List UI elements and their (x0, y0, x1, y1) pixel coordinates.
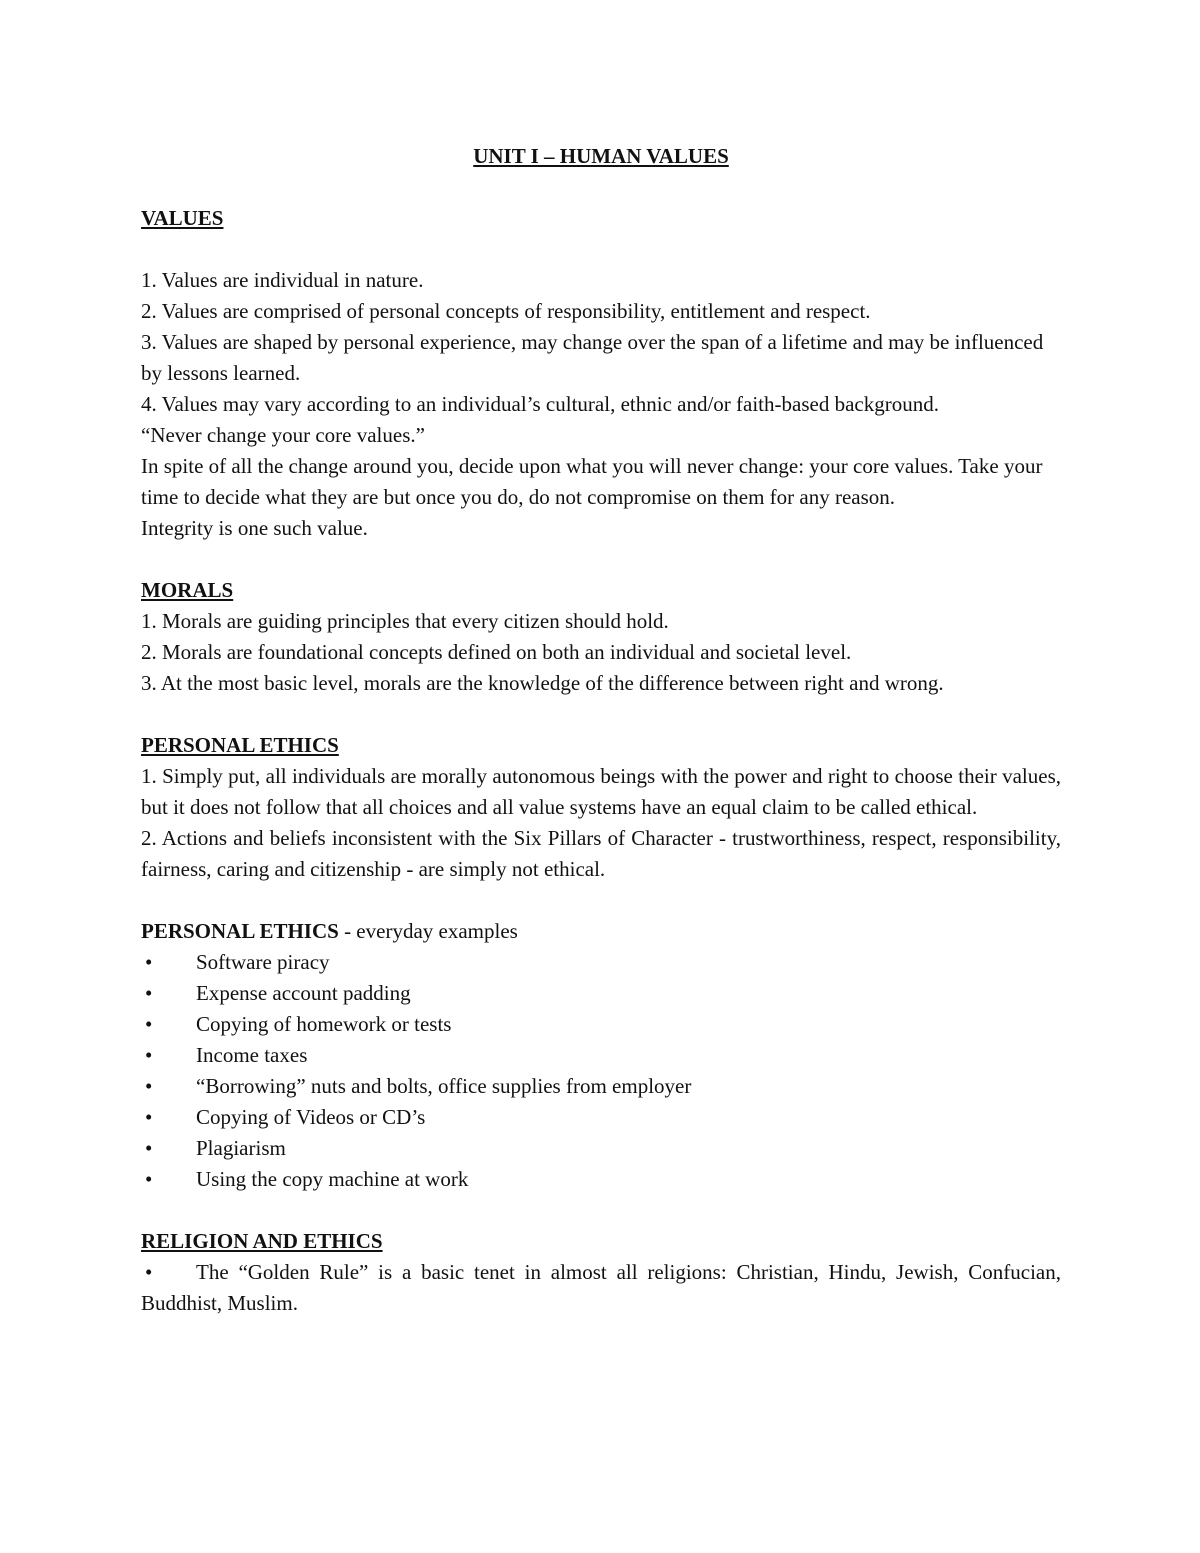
examples-heading-line (141, 916, 1061, 947)
religion-section (141, 1226, 1061, 1319)
morals-item-2: 2. Morals are foundational concepts defined on both an individual and societal level. (141, 640, 852, 664)
values-quote: “Never change your core values.” (141, 423, 425, 447)
morals-item-1: 1. Morals are guiding principles that every citizen should hold. (141, 609, 669, 633)
list-item (141, 978, 1061, 1009)
religion-text: The “Golden Rule” is a basic tenet in almost all religions: Christian, Hindu, Jewish, Confucian, Buddhist, Muslim. (141, 1260, 1061, 1315)
list-item (141, 1102, 1061, 1133)
list-item (141, 1164, 1061, 1195)
bullet-icon: • (145, 1167, 153, 1191)
values-item-4: 4. Values may vary according to an individual’s cultural, ethnic and/or faith-based background. (141, 392, 939, 416)
morals-item-3: 3. At the most basic level, morals are the knowledge of the difference between right and wrong. (141, 671, 944, 695)
personal-ethics-heading: PERSONAL ETHICS (141, 733, 339, 757)
examples-list (141, 947, 1061, 1195)
religion-item (141, 1257, 1061, 1319)
list-item (141, 1040, 1061, 1071)
bullet-icon: • (145, 950, 153, 974)
document-title: UNIT I – HUMAN VALUES (473, 144, 729, 168)
example-text: Using the copy machine at work (196, 1167, 469, 1191)
values-paragraph-2: Integrity is one such value. (141, 516, 368, 540)
list-item (141, 947, 1061, 978)
examples-section (141, 916, 1061, 1195)
bullet-icon: • (145, 981, 153, 1005)
values-item-2: 2. Values are comprised of personal concepts of responsibility, entitlement and respect. (141, 299, 871, 323)
bullet-icon: • (145, 1074, 153, 1098)
values-item-3: 3. Values are shaped by personal experience, may change over the span of a lifetime and may be influenced by lessons learned. (141, 330, 1044, 385)
personal-ethics-item-2: 2. Actions and beliefs inconsistent with the Six Pillars of Character - trustworthiness, respect, responsibility, fairness, caring and citizenship - are simply not ethical. (141, 826, 1061, 881)
values-paragraph-1: In spite of all the change around you, decide upon what you will never change: your core values. Take your time to decide what they are but once you do, do not compromise on them for any reason. (141, 454, 1043, 509)
list-item (141, 1133, 1061, 1164)
bullet-icon: • (145, 1012, 153, 1036)
values-section (141, 203, 1061, 544)
example-text: Copying of Videos or CD’s (196, 1105, 426, 1129)
personal-ethics-item-1: 1. Simply put, all individuals are morally autonomous beings with the power and right to choose their values, but it does not follow that all choices and all value systems have an equal claim to be called ethical. (141, 764, 1061, 819)
morals-heading: MORALS (141, 578, 234, 602)
examples-heading: PERSONAL ETHICS (141, 919, 339, 943)
list-item (141, 1071, 1061, 1102)
bullet-icon: • (145, 1043, 153, 1067)
values-item-1: 1. Values are individual in nature. (141, 268, 424, 292)
example-text: “Borrowing” nuts and bolts, office supplies from employer (196, 1074, 692, 1098)
example-text: Plagiarism (196, 1136, 286, 1160)
example-text: Income taxes (196, 1043, 308, 1067)
personal-ethics-section (141, 730, 1061, 885)
morals-section (141, 575, 1061, 699)
example-text: Software piracy (196, 950, 330, 974)
list-item (141, 1009, 1061, 1040)
bullet-icon: • (145, 1105, 153, 1129)
bullet-icon: • (145, 1136, 153, 1160)
document-page (141, 141, 1061, 1319)
religion-heading: RELIGION AND ETHICS (141, 1229, 383, 1253)
bullet-icon: • (145, 1260, 153, 1284)
example-text: Expense account padding (196, 981, 411, 1005)
values-heading: VALUES (141, 206, 224, 230)
examples-subheading: - everyday examples (338, 919, 518, 943)
example-text: Copying of homework or tests (196, 1012, 452, 1036)
